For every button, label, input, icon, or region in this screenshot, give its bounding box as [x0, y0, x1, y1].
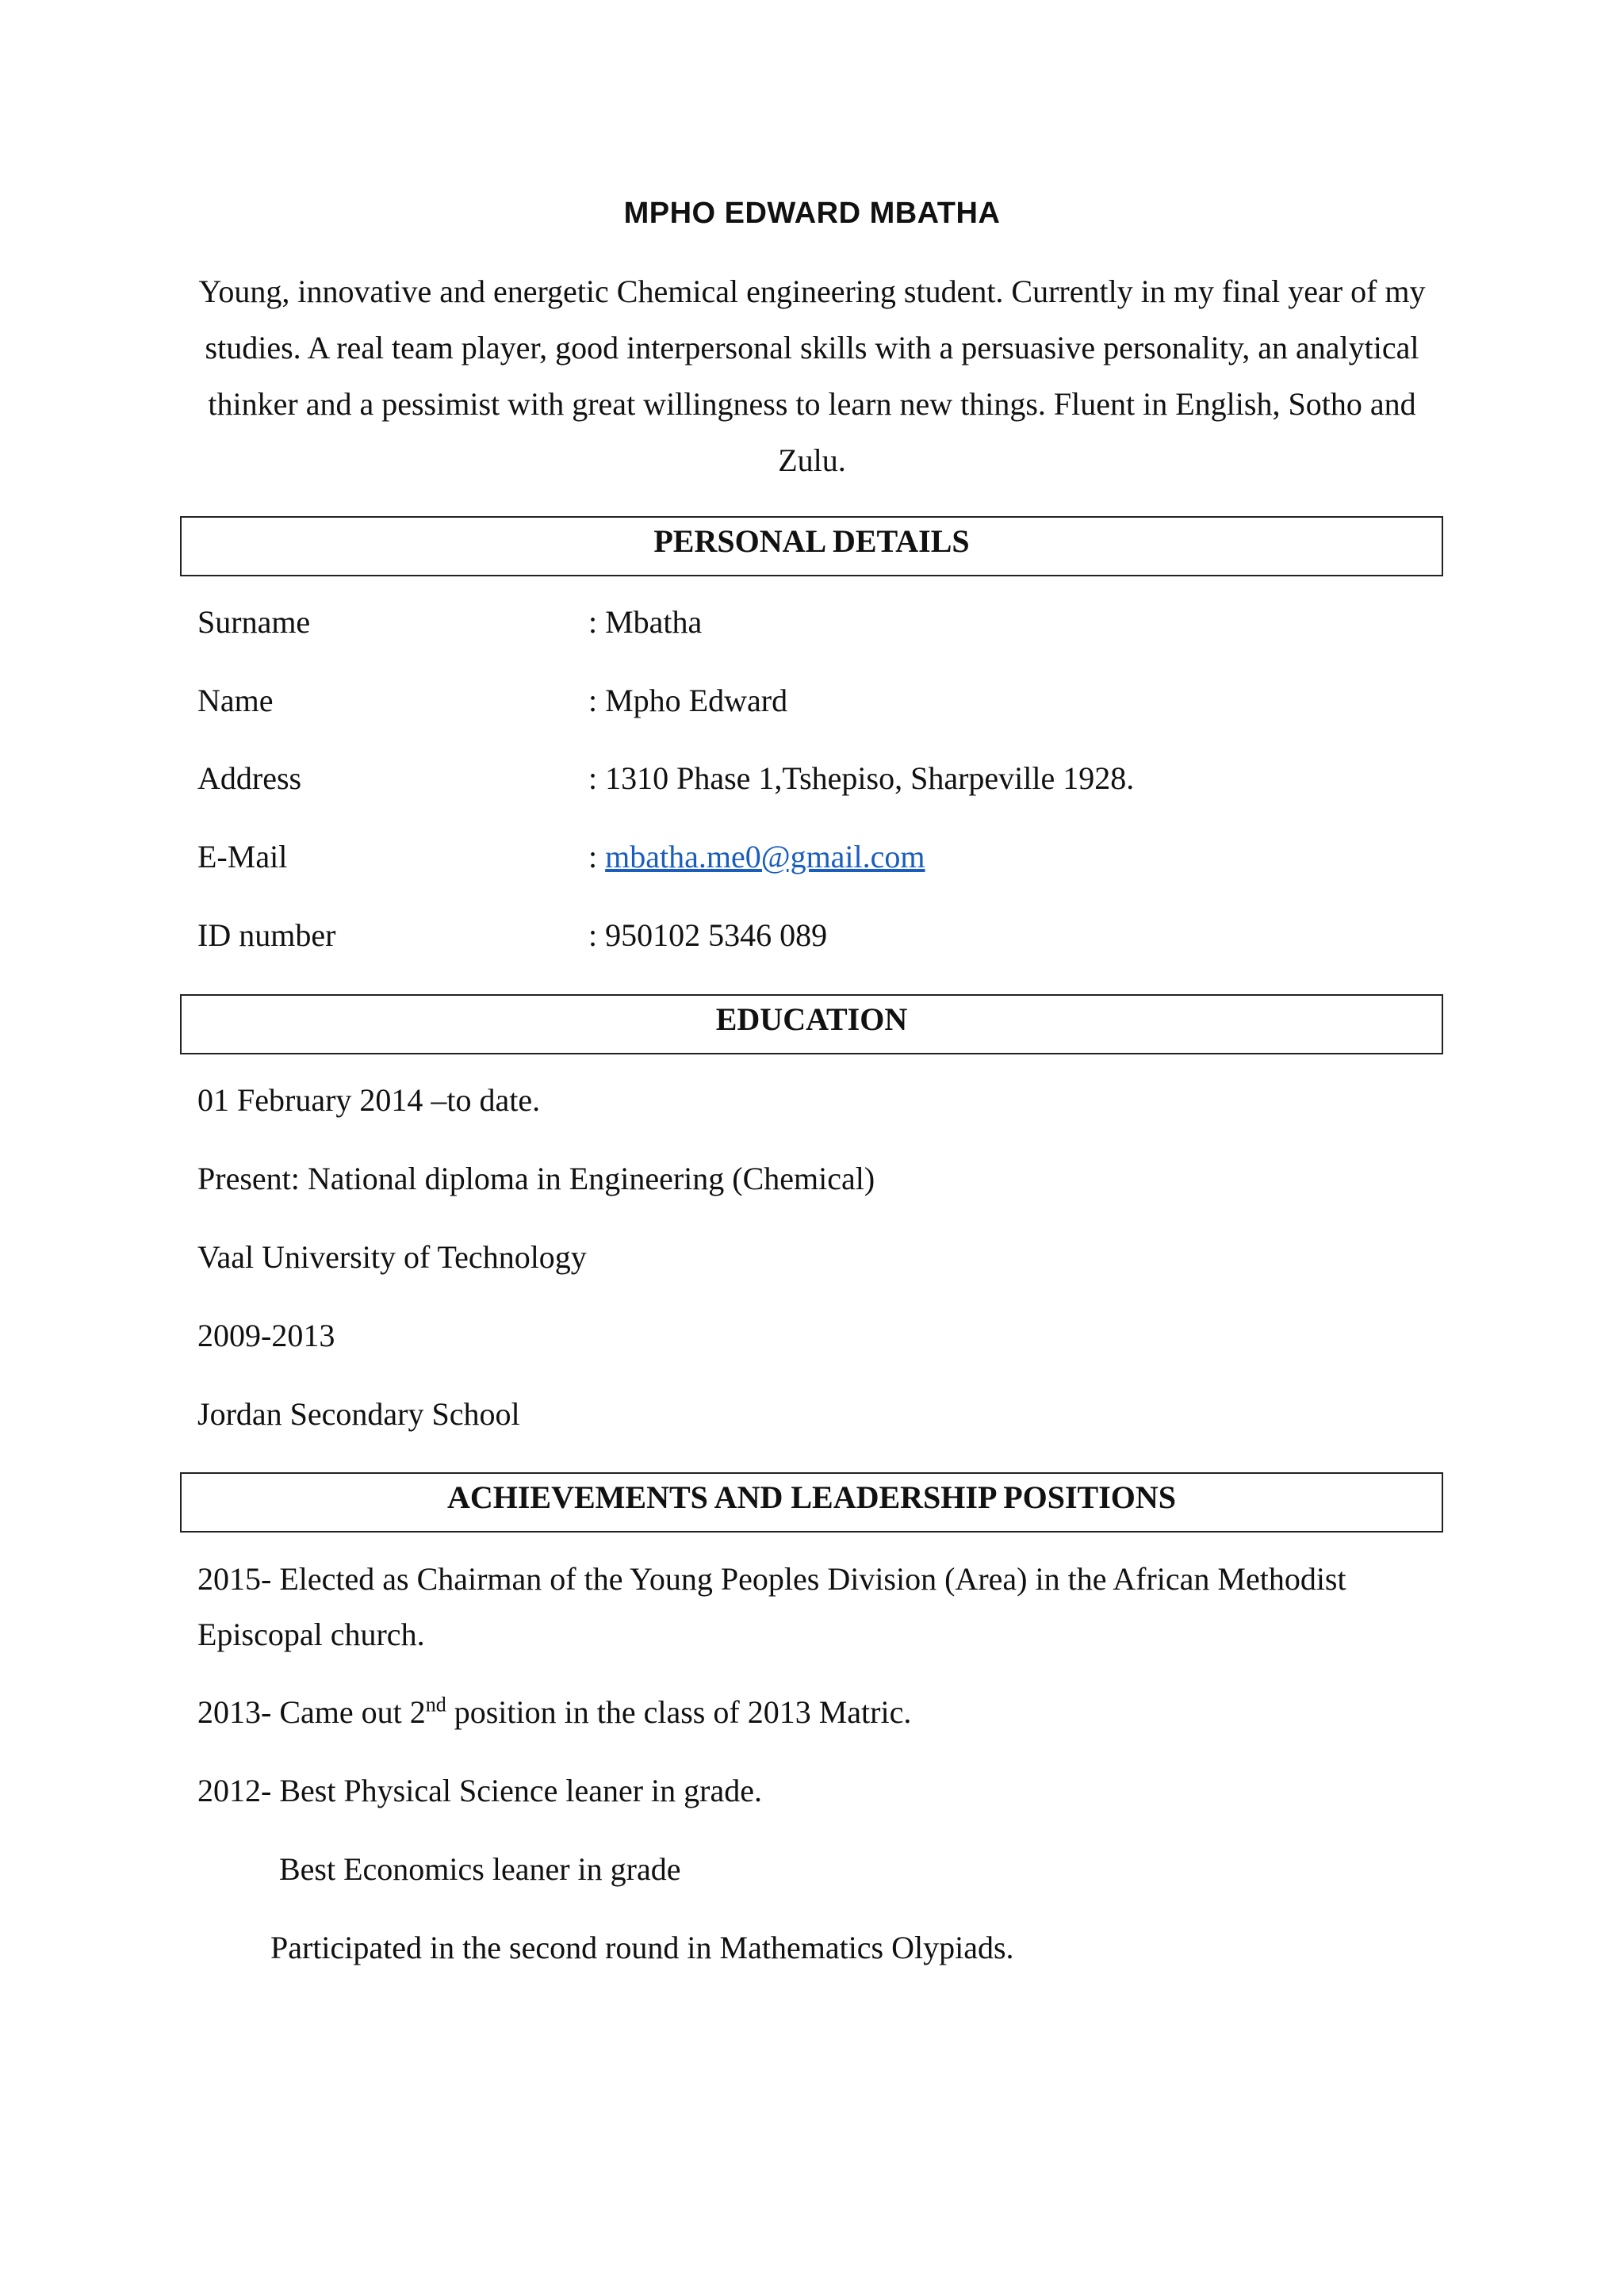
achievement-economics: Best Economics leaner in grade [279, 1851, 681, 1887]
email-label: E-Mail [197, 839, 288, 874]
email-prefix: : [588, 839, 606, 874]
surname-value: : Mbatha [588, 604, 703, 640]
address-value: : 1310 Phase 1,Tshepiso, Sharpeville 1928. [588, 760, 1135, 796]
education-heading: EDUCATION [180, 994, 1443, 1054]
email-value [588, 838, 925, 876]
education-line: 2009-2013 [197, 1318, 335, 1353]
achievement-2013-text: 2013- Came out 2 [197, 1694, 426, 1730]
name-label: Name [197, 683, 274, 718]
education-line: Jordan Secondary School [197, 1396, 520, 1432]
achievement-2013-text-rest: position in the class of 2013 Matric. [446, 1694, 912, 1730]
achievement-2013 [197, 1693, 911, 1732]
achievement-olympiads: Participated in the second round in Mathematics Olypiads. [270, 1930, 1014, 1965]
achievement-2012: 2012- Best Physical Science leaner in grade. [197, 1773, 762, 1808]
candidate-name: MPHO EDWARD MBATHA [623, 197, 1001, 230]
personal-details-heading: PERSONAL DETAILS [180, 516, 1443, 576]
education-line: Present: National diploma in Engineering (Chemical) [197, 1161, 875, 1196]
surname-label: Surname [197, 604, 311, 640]
address-label: Address [197, 760, 302, 796]
achievement-2015-line2: Episcopal church. [197, 1617, 425, 1652]
ordinal-suffix: nd [425, 1693, 446, 1716]
achievement-2015-line1: 2015- Elected as Chairman of the Young Peoples Division (Area) in the African Methodist [197, 1561, 1346, 1597]
email-link[interactable]: mbatha.me0@gmail.com [605, 839, 925, 874]
name-value: : Mpho Edward [588, 683, 788, 718]
achievements-heading: ACHIEVEMENTS AND LEADERSHIP POSITIONS [180, 1472, 1443, 1533]
id-number-value: : 950102 5346 089 [588, 917, 828, 953]
id-number-label: ID number [197, 917, 336, 953]
education-line: 01 February 2014 –to date. [197, 1082, 541, 1118]
education-line: Vaal University of Technology [197, 1239, 587, 1275]
profile-summary: Young, innovative and energetic Chemical engineering student. Currently in my final year of my studies. A real team player, good interpersonal skills with a persuasive personality, an analytical thinker and a pessimist with great willingness to learn new things. Fluent in English, Sotho and Zulu. [198, 274, 1426, 478]
